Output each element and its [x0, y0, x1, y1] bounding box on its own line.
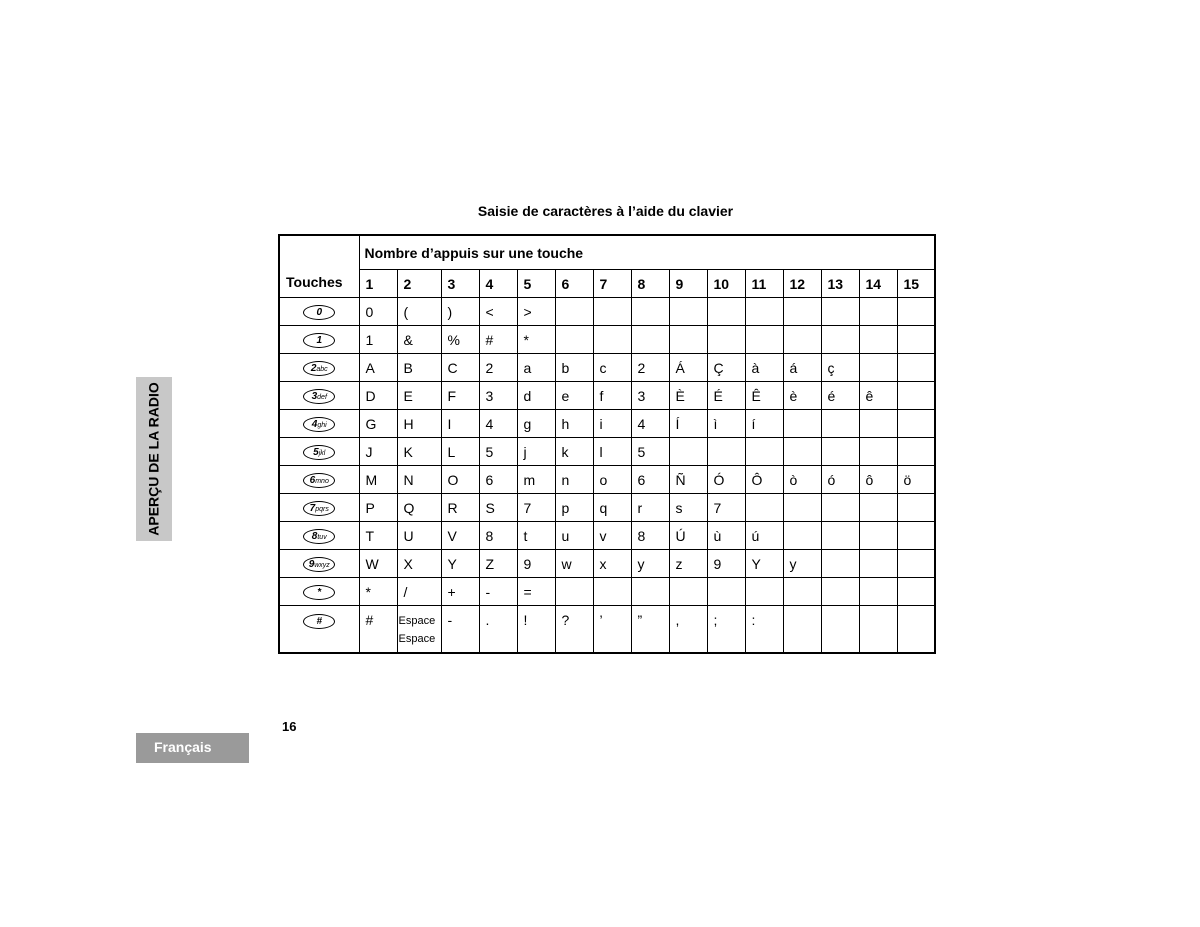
character-cell: 7 — [517, 494, 555, 522]
column-header: 1 — [359, 270, 397, 298]
column-header: 7 — [593, 270, 631, 298]
key-letters: tuv — [317, 533, 327, 541]
character-cell — [821, 438, 859, 466]
character-cell: C — [441, 354, 479, 382]
column-number-row — [279, 270, 935, 298]
column-header: 3 — [441, 270, 479, 298]
character-cell: y — [783, 550, 821, 578]
character-cell: + — [441, 578, 479, 606]
column-header: 14 — [859, 270, 897, 298]
character-cell — [859, 494, 897, 522]
character-cell: ú — [745, 522, 783, 550]
character-cell: ì — [707, 410, 745, 438]
side-section-tab — [136, 377, 172, 541]
character-cell: & — [397, 326, 441, 354]
character-cell — [555, 326, 593, 354]
character-cell: y — [631, 550, 669, 578]
character-cell — [821, 410, 859, 438]
character-cell — [707, 298, 745, 326]
character-cell: v — [593, 522, 631, 550]
character-cell — [745, 438, 783, 466]
character-cell: q — [593, 494, 631, 522]
character-cell: * — [517, 326, 555, 354]
key-digit: # — [316, 615, 323, 627]
character-cell: 3 — [479, 382, 517, 410]
character-cell — [783, 438, 821, 466]
key-digit: * — [317, 586, 322, 598]
key-cell — [279, 606, 359, 654]
character-cell: o — [593, 466, 631, 494]
keypad-key-icon — [303, 473, 335, 488]
key-letters: abc — [316, 365, 328, 373]
character-cell: A — [359, 354, 397, 382]
character-cell: H — [397, 410, 441, 438]
keypad-key-icon — [303, 557, 335, 572]
keypad-key-icon — [303, 417, 335, 432]
character-cell — [631, 326, 669, 354]
character-cell: Y — [745, 550, 783, 578]
character-cell: * — [359, 578, 397, 606]
table-header-row — [279, 235, 935, 270]
character-cell — [859, 354, 897, 382]
character-cell: ( — [397, 298, 441, 326]
character-cell: # — [479, 326, 517, 354]
table-row — [279, 606, 935, 654]
character-cell: 2 — [479, 354, 517, 382]
keypad-key-icon — [303, 361, 335, 376]
character-cell — [783, 326, 821, 354]
character-cell — [783, 298, 821, 326]
character-cell — [897, 550, 935, 578]
table-row — [279, 494, 935, 522]
character-cell: Ó — [707, 466, 745, 494]
character-cell — [593, 326, 631, 354]
key-cell — [279, 466, 359, 494]
character-cell: ; — [707, 606, 745, 654]
character-cell: : — [745, 606, 783, 654]
character-cell: È — [669, 382, 707, 410]
character-cell: T — [359, 522, 397, 550]
character-cell — [859, 326, 897, 354]
character-cell: l — [593, 438, 631, 466]
character-cell: K — [397, 438, 441, 466]
keypad-key-icon — [303, 585, 335, 600]
character-cell: e — [555, 382, 593, 410]
character-cell — [821, 578, 859, 606]
keypad-key-icon — [303, 333, 335, 348]
character-cell: c — [593, 354, 631, 382]
keypad-key-icon — [303, 529, 335, 544]
character-cell: Y — [441, 550, 479, 578]
keypad-key-icon — [303, 614, 335, 629]
character-cell: 5 — [631, 438, 669, 466]
character-cell: 8 — [631, 522, 669, 550]
column-header: 4 — [479, 270, 517, 298]
key-digit: 6 — [309, 474, 316, 486]
character-cell: ’ — [593, 606, 631, 654]
character-cell: Z — [479, 550, 517, 578]
character-cell: b — [555, 354, 593, 382]
language-tab — [136, 733, 249, 763]
character-cell: á — [783, 354, 821, 382]
key-cell — [279, 354, 359, 382]
key-letters: ghi — [317, 421, 327, 429]
character-cell — [859, 438, 897, 466]
character-cell: ê — [859, 382, 897, 410]
character-cell: t — [517, 522, 555, 550]
character-cell: Ê — [745, 382, 783, 410]
character-cell: Ô — [745, 466, 783, 494]
key-cell — [279, 298, 359, 326]
table-row — [279, 522, 935, 550]
character-cell: ç — [821, 354, 859, 382]
character-cell: à — [745, 354, 783, 382]
key-digit: 9 — [308, 558, 315, 570]
character-cell: 8 — [479, 522, 517, 550]
key-digit: 2 — [310, 362, 317, 374]
column-header: 8 — [631, 270, 669, 298]
character-cell: X — [397, 550, 441, 578]
character-cell: ! — [517, 606, 555, 654]
character-cell — [897, 410, 935, 438]
character-cell: N — [397, 466, 441, 494]
character-cell — [745, 326, 783, 354]
character-cell: % — [441, 326, 479, 354]
character-cell: Ú — [669, 522, 707, 550]
keypad-key-icon — [303, 389, 335, 404]
key-letters: mno — [315, 477, 329, 485]
character-cell — [745, 494, 783, 522]
keypad-key-icon — [303, 445, 335, 460]
column-header: 15 — [897, 270, 935, 298]
character-cell: E — [397, 382, 441, 410]
press-count-header: Nombre d’appuis sur une touche — [359, 235, 935, 270]
character-cell — [821, 606, 859, 654]
character-cell: 1 — [359, 326, 397, 354]
key-letters: def — [317, 393, 327, 401]
key-cell — [279, 326, 359, 354]
character-cell: ? — [555, 606, 593, 654]
keypad-key-icon — [303, 501, 335, 516]
table-row — [279, 410, 935, 438]
character-cell: ö — [897, 466, 935, 494]
key-letters: pqrs — [315, 505, 329, 513]
character-cell: s — [669, 494, 707, 522]
character-cell: / — [397, 578, 441, 606]
character-cell: 7 — [707, 494, 745, 522]
character-cell: I — [441, 410, 479, 438]
character-cell — [593, 298, 631, 326]
character-cell — [593, 578, 631, 606]
character-cell: < — [479, 298, 517, 326]
character-cell: G — [359, 410, 397, 438]
character-cell — [897, 382, 935, 410]
character-cell: - — [441, 606, 479, 654]
character-cell — [631, 298, 669, 326]
character-cell — [707, 578, 745, 606]
column-header: 6 — [555, 270, 593, 298]
character-cell — [783, 578, 821, 606]
character-cell: > — [517, 298, 555, 326]
keypad-key-icon — [303, 305, 335, 320]
character-cell: p — [555, 494, 593, 522]
table-title: Saisie de caractères à l’aide du clavier — [477, 203, 734, 219]
key-digit: 0 — [316, 306, 323, 318]
character-cell — [897, 522, 935, 550]
character-cell: x — [593, 550, 631, 578]
character-cell: z — [669, 550, 707, 578]
character-cell: O — [441, 466, 479, 494]
character-cell — [859, 410, 897, 438]
character-cell: ” — [631, 606, 669, 654]
character-cell: É — [707, 382, 745, 410]
character-cell — [783, 410, 821, 438]
character-cell: Ñ — [669, 466, 707, 494]
character-cell: a — [517, 354, 555, 382]
character-cell: S — [479, 494, 517, 522]
character-cell: L — [441, 438, 479, 466]
character-cell — [783, 522, 821, 550]
character-cell — [897, 438, 935, 466]
character-cell — [669, 326, 707, 354]
column-header: 10 — [707, 270, 745, 298]
character-cell: i — [593, 410, 631, 438]
key-digit: 7 — [309, 502, 316, 514]
key-digit: 5 — [313, 446, 319, 458]
key-letters: jkl — [318, 449, 326, 457]
character-cell: W — [359, 550, 397, 578]
character-cell: é — [821, 382, 859, 410]
character-cell: h — [555, 410, 593, 438]
key-cell — [279, 522, 359, 550]
character-cell — [897, 298, 935, 326]
table-row — [279, 326, 935, 354]
table-row — [279, 382, 935, 410]
character-cell: 4 — [479, 410, 517, 438]
character-cell: = — [517, 578, 555, 606]
key-digit: 8 — [311, 530, 318, 542]
character-cell — [859, 606, 897, 654]
key-cell — [279, 494, 359, 522]
character-cell: ù — [707, 522, 745, 550]
column-header: 9 — [669, 270, 707, 298]
character-cell — [783, 606, 821, 654]
character-cell — [707, 438, 745, 466]
column-header: 13 — [821, 270, 859, 298]
character-cell: è — [783, 382, 821, 410]
character-cell — [821, 326, 859, 354]
character-cell — [859, 578, 897, 606]
character-cell — [783, 494, 821, 522]
key-cell — [279, 550, 359, 578]
character-cell: r — [631, 494, 669, 522]
character-cell: ) — [441, 298, 479, 326]
character-cell: ó — [821, 466, 859, 494]
character-cell: M — [359, 466, 397, 494]
key-letters: wxyz — [314, 561, 330, 569]
column-header: 5 — [517, 270, 555, 298]
character-cell: V — [441, 522, 479, 550]
key-digit: 4 — [311, 418, 318, 430]
character-cell: 5 — [479, 438, 517, 466]
character-cell — [821, 494, 859, 522]
character-cell: D — [359, 382, 397, 410]
language-label: Français — [154, 739, 212, 755]
character-cell: j — [517, 438, 555, 466]
character-cell: Q — [397, 494, 441, 522]
table-row — [279, 578, 935, 606]
table-row — [279, 438, 935, 466]
key-digit: 3 — [311, 390, 318, 402]
character-cell: 6 — [479, 466, 517, 494]
character-cell: í — [745, 410, 783, 438]
column-header: 11 — [745, 270, 783, 298]
character-cell: - — [479, 578, 517, 606]
character-cell — [897, 494, 935, 522]
character-cell: 6 — [631, 466, 669, 494]
character-cell: P — [359, 494, 397, 522]
character-cell — [897, 578, 935, 606]
character-cell — [555, 578, 593, 606]
column-header: 12 — [783, 270, 821, 298]
touches-header: Touches — [279, 235, 359, 298]
key-cell — [279, 410, 359, 438]
side-section-label: APERÇU DE LA RADIO — [145, 382, 162, 536]
table-row — [279, 298, 935, 326]
character-cell: 4 — [631, 410, 669, 438]
character-cell: ô — [859, 466, 897, 494]
character-cell: . — [479, 606, 517, 654]
character-cell — [897, 354, 935, 382]
character-cell: U — [397, 522, 441, 550]
character-cell: 2 — [631, 354, 669, 382]
character-cell: F — [441, 382, 479, 410]
table-row — [279, 466, 935, 494]
character-cell: Á — [669, 354, 707, 382]
character-cell: Espace Espace — [397, 606, 441, 654]
table-row — [279, 354, 935, 382]
character-cell — [897, 326, 935, 354]
character-cell: d — [517, 382, 555, 410]
character-cell: J — [359, 438, 397, 466]
character-cell: g — [517, 410, 555, 438]
character-cell — [745, 298, 783, 326]
character-cell: 0 — [359, 298, 397, 326]
character-cell — [859, 298, 897, 326]
character-cell: 9 — [517, 550, 555, 578]
page-number: 16 — [282, 719, 297, 734]
keypad-character-table — [278, 234, 936, 654]
character-cell: u — [555, 522, 593, 550]
character-cell: n — [555, 466, 593, 494]
key-digit: 1 — [316, 334, 323, 346]
character-cell — [669, 298, 707, 326]
character-cell: m — [517, 466, 555, 494]
character-cell: ò — [783, 466, 821, 494]
character-cell — [555, 298, 593, 326]
character-cell — [707, 326, 745, 354]
table-row — [279, 550, 935, 578]
character-cell — [821, 298, 859, 326]
character-cell — [821, 550, 859, 578]
key-cell — [279, 438, 359, 466]
character-cell: f — [593, 382, 631, 410]
character-cell: Í — [669, 410, 707, 438]
character-cell — [859, 550, 897, 578]
character-cell — [897, 606, 935, 654]
character-cell: 9 — [707, 550, 745, 578]
character-cell: B — [397, 354, 441, 382]
character-cell: Ç — [707, 354, 745, 382]
character-cell: k — [555, 438, 593, 466]
character-cell — [745, 578, 783, 606]
character-cell: # — [359, 606, 397, 654]
character-cell: , — [669, 606, 707, 654]
character-cell — [859, 522, 897, 550]
column-header: 2 — [397, 270, 441, 298]
character-cell: 3 — [631, 382, 669, 410]
character-cell — [669, 578, 707, 606]
character-cell — [821, 522, 859, 550]
key-cell — [279, 578, 359, 606]
character-cell: R — [441, 494, 479, 522]
character-cell: w — [555, 550, 593, 578]
character-cell — [669, 438, 707, 466]
character-cell — [631, 578, 669, 606]
key-cell — [279, 382, 359, 410]
